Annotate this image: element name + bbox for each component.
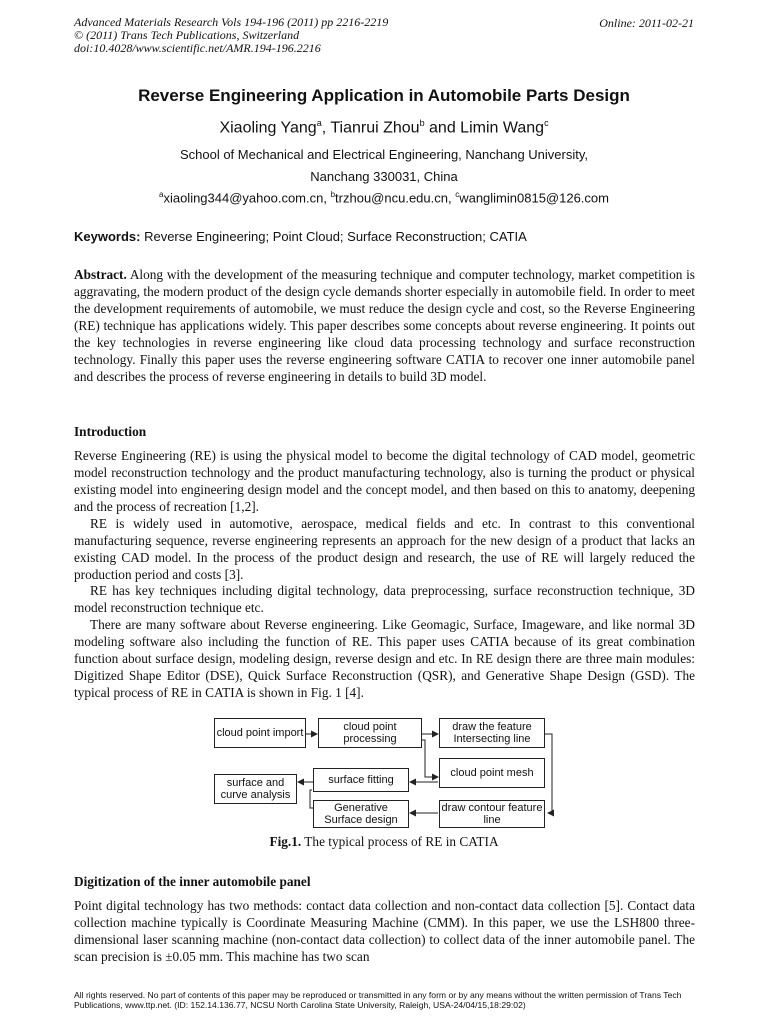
author-emails xyxy=(0,190,768,205)
affiliation-line: School of Mechanical and Electrical Engineering, Nanchang University, xyxy=(179,147,589,162)
arrow-feature-to-contour xyxy=(545,734,552,813)
copyright-line: © (2011) Trans Tech Publications, Switzerland xyxy=(74,28,300,42)
intro-paragraph-2 xyxy=(74,515,695,583)
section-heading-introduction: Introduction xyxy=(74,424,147,439)
intro-paragraph-1: Reverse Engineering (RE) is using the physical model to become the digital technology of CAD model, geometric model reconstruction technology and the product manufacturing technology, also is turning the product or physical existing model into engineering design model and the concept model, and then based on this to anatomy, deepening and the process of recreation [1,2]. xyxy=(74,448,695,514)
figure-caption-text: The typical process of RE in CATIA xyxy=(301,834,499,849)
email-mark: c xyxy=(455,190,460,199)
box-draw-feature-line: draw the feature Intersecting line xyxy=(439,718,545,748)
box-generative-surface-design: Generative Surface design xyxy=(313,800,409,828)
affiliation-line: Nanchang 330031, China xyxy=(310,169,458,184)
doi-line: doi:10.4028/www.scientific.net/AMR.194-196.2216 xyxy=(74,41,321,55)
journal-citation: Advanced Materials Research Vols 194-196 (2011) pp 2216-2219 xyxy=(74,15,389,29)
arrow-processing-to-mesh xyxy=(422,740,438,777)
abstract-label: Abstract. xyxy=(74,267,127,282)
online-date: Online: 2011-02-21 xyxy=(599,16,694,30)
section-heading-digitization: Digitization of the inner automobile panel xyxy=(74,874,311,889)
box-cloud-point-processing: cloud point processing xyxy=(318,718,422,748)
digitization-paragraph-1: Point digital technology has two methods: contact data collection and non-contact data collection [5]. Contact data collection machine typically is Coordinate Measuring Machine (CMM). In this paper, we use the LSH800 three-dimensional laser scanning machine (non-contact data collection) to collect data of the inner automobile panel. The scan precision is ±0.05 mm. This machine has two scan xyxy=(74,898,695,964)
paper-title: Reverse Engineering Application in Automobile Parts Design xyxy=(138,86,630,105)
abstract-text: Along with the development of the measuring technique and computer technology, market competition is aggravating, the modern product of the design cycle demands shorter especially in automobile field. In order to meet the development requirements of automobile, we must reduce the design cycle and cost, so the Reverse Engineering (RE) technique has applications widely. This paper describes some concepts about reverse engineering. It points out the key technologies in reverse engineering like cloud data processing technology and surface reconstruction technology. Finally this paper uses the reverse engineering software CATIA to recover one inner automobile panel and describes the process of reverse engineering in details to build 3D model. xyxy=(74,267,695,384)
author-affil-mark: c xyxy=(544,118,549,128)
keywords-label: Keywords: xyxy=(74,229,141,244)
author-separator: and xyxy=(424,119,461,137)
author-separator: , xyxy=(321,119,331,137)
keywords xyxy=(74,229,527,244)
box-surface-fitting: surface fitting xyxy=(313,768,409,792)
author-affil-mark: a xyxy=(316,118,322,128)
keywords-text: Reverse Engineering; Point Cloud; Surface Reconstruction; CATIA xyxy=(140,229,527,244)
author-name: Tianrui Zhou xyxy=(330,119,420,137)
box-cloud-point-mesh: cloud point mesh xyxy=(439,758,545,788)
author-name: Limin Wang xyxy=(460,119,545,137)
intro-paragraph-4 xyxy=(74,616,695,701)
email-mark: a xyxy=(159,190,164,199)
author-list xyxy=(0,118,768,137)
author-affil-mark: b xyxy=(419,118,425,128)
intro-paragraph-2-text: RE is widely used in automotive, aerospace, medical fields and etc. In contrast to this conventional manufacturing sequence, reverse engineering represents an approach for the new design of a product that lacks an existing CAD model. In the process of the product design and research, the use of RE will largely reduced the production period and costs [3]. xyxy=(74,516,695,582)
figure-1-flowchart xyxy=(210,712,560,832)
author-name: Xiaoling Yang xyxy=(219,119,317,137)
email-address[interactable]: xiaoling344@yahoo.com.cn, xyxy=(163,190,331,206)
email-mark: b xyxy=(330,190,336,199)
email-address[interactable]: wanglimin0815@126.com xyxy=(459,190,609,206)
figure-1-caption xyxy=(0,834,768,850)
abstract xyxy=(74,266,695,385)
intro-paragraph-4-text: There are many software about Reverse engineering. Like Geomagic, Surface, Imageware, and like normal 3D modeling software also including the function of RE. This paper uses CATIA because of its great combination function about surface design, modeling design, reverse design and etc. In RE design there are three main modules: Digitized Shape Editor (DSE), Quick Surface Reconstruction (QSR), and Generative Shape Design (GSD). The typical process of RE in CATIA is shown in Fig. 1 [4]. xyxy=(74,617,695,700)
intro-paragraph-3-text: RE has key techniques including digital technology, data preprocessing, surface reconstruction technique, 3D model reconstruction technique etc. xyxy=(74,583,695,615)
box-cloud-point-import: cloud point import xyxy=(214,718,306,748)
box-surface-curve-analysis: surface and curve analysis xyxy=(214,774,297,804)
figure-caption-label: Fig.1. xyxy=(269,834,302,849)
copyright-footer: All rights reserved. No part of contents of this paper may be reproduced or transmitted in any form or by any means without the written permission of Trans Tech Publications, www.ttp.net. (ID: 152.14.136.77, NCSU North Carolina State University, Raleigh, USA-24/04/15,18:29:02) xyxy=(74,990,682,1010)
intro-paragraph-3 xyxy=(74,582,695,616)
box-draw-contour-line: draw contour feature line xyxy=(439,800,545,828)
email-address[interactable]: trzhou@ncu.edu.cn, xyxy=(335,190,456,206)
